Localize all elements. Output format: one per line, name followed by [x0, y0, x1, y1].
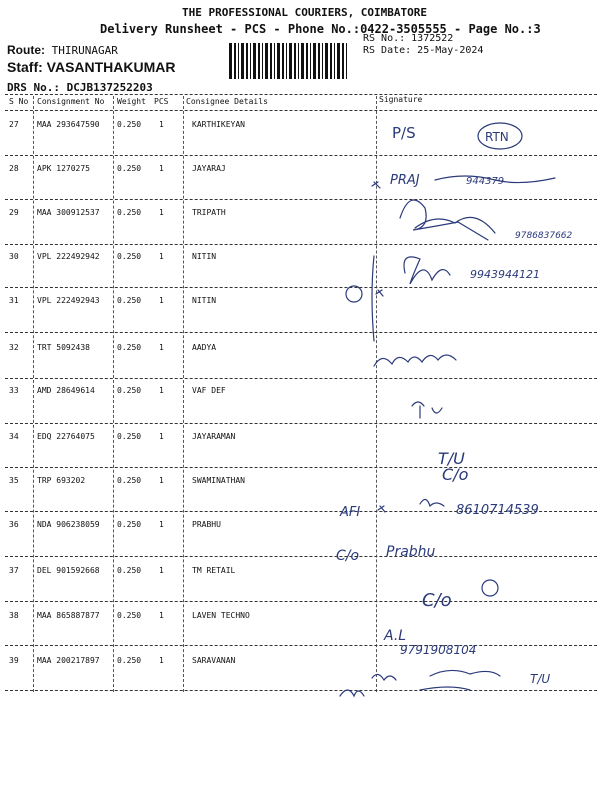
col-header-signature: Signature	[379, 95, 423, 104]
row-consignment: TRT 5092438	[37, 343, 90, 352]
row-consignee: KARTHIKEYAN	[192, 120, 245, 129]
row-consignee: JAYARAJ	[192, 164, 226, 173]
row-consignment: DEL 901592668	[37, 566, 100, 575]
row-pcs: 1	[159, 476, 164, 485]
header-bottom-rule	[5, 110, 597, 111]
col-header-sno: S No	[9, 97, 29, 106]
barcode	[229, 43, 351, 79]
sig-row36-prefix: AFI	[340, 505, 361, 520]
row-consignment: MAA 300912537	[37, 208, 100, 217]
row-consignee: JAYARAMAN	[192, 432, 236, 441]
row-sno: 31	[9, 296, 19, 305]
row-consignment: TRP 693202	[37, 476, 86, 485]
row-consignment: MAA 865887877	[37, 611, 100, 620]
drs-number: DRS No.: DCJB137252203	[7, 81, 153, 94]
row-weight: 0.250	[117, 520, 142, 529]
row-pcs: 1	[159, 611, 164, 620]
sig-row33-tu	[412, 402, 442, 418]
row-weight: 0.250	[117, 252, 142, 261]
rs-date: RS Date: 25-May-2024	[363, 45, 484, 56]
row-weight: 0.250	[117, 343, 142, 352]
sig-row30-scribble	[404, 257, 450, 284]
row-pcs: 1	[159, 656, 164, 665]
row-sno: 28	[9, 164, 19, 173]
sig-row38-al: A.L	[384, 628, 407, 644]
row-consignment: AMD 28649614	[37, 386, 95, 395]
row-pcs: 1	[159, 208, 164, 217]
row-consignment: VPL 222492943	[37, 296, 100, 305]
row-consignee: TM RETAIL	[192, 566, 236, 575]
row-weight: 0.250	[117, 386, 142, 395]
row-weight: 0.250	[117, 566, 142, 575]
row-weight: 0.250	[117, 432, 142, 441]
sig-row37-name: Prabhu	[386, 544, 436, 560]
sig-row27-ps: P/S	[392, 124, 416, 142]
col-header-consignment: Consignment No	[37, 97, 105, 106]
sig-row28-mark	[372, 182, 380, 188]
row-consignment: MAA 200217897	[37, 656, 100, 665]
row-consignment: VPL 222492942	[37, 252, 100, 261]
sig-bracket	[372, 256, 374, 341]
sig-row28-phone: 944379	[466, 176, 505, 187]
row-consignee: NITIN	[192, 252, 217, 261]
sig-row27-rtn: RTN	[485, 130, 509, 144]
staff-name: Staff: VASANTHAKUMAR	[7, 59, 176, 75]
sig-row30-mark	[376, 290, 383, 296]
row-weight: 0.250	[117, 120, 142, 129]
row-weight: 0.250	[117, 476, 142, 485]
row-consignment: EDQ 22764075	[37, 432, 95, 441]
sig-row39-tu: T/U	[530, 672, 551, 686]
signature-overlay	[336, 118, 598, 718]
sig-row28-name: PRAJ	[390, 173, 420, 188]
sig-row30-phone: 9943944121	[470, 268, 540, 281]
row-consignee: AADYA	[192, 343, 217, 352]
row-sno: 36	[9, 520, 19, 529]
sig-row29-scribble	[400, 200, 495, 240]
row-pcs: 1	[159, 296, 164, 305]
row-consignee: LAVEN TECHNO	[192, 611, 250, 620]
sig-row38-circle	[482, 580, 498, 596]
row-sno: 32	[9, 343, 19, 352]
col-header-consignee: Consignee Details	[186, 97, 268, 106]
row-consignee: SWAMINATHAN	[192, 476, 245, 485]
row-pcs: 1	[159, 343, 164, 352]
row-pcs: 1	[159, 164, 164, 173]
row-consignment: NDA 906238059	[37, 520, 100, 529]
route-value: THIRUNAGAR	[51, 44, 118, 57]
row-pcs: 1	[159, 432, 164, 441]
row-sno: 34	[9, 432, 19, 441]
rs-number: RS No.: 1372522	[363, 33, 454, 44]
row-pcs: 1	[159, 566, 164, 575]
row-consignee: VAF DEF	[192, 386, 226, 395]
sig-row34-tu: T/U	[438, 449, 465, 468]
sig-row37-prefix: C/o	[336, 548, 360, 564]
row-pcs: 1	[159, 120, 164, 129]
row-sno: 27	[9, 120, 19, 129]
row-sno: 38	[9, 611, 19, 620]
runsheet-title: Delivery Runsheet - PCS - Phone No.:0422-3505555 - Page No.:3	[100, 22, 541, 36]
row-weight: 0.250	[117, 611, 142, 620]
row-consignment: APK 1270275	[37, 164, 90, 173]
row-consignee: NITIN	[192, 296, 217, 305]
row-pcs: 1	[159, 386, 164, 395]
col-header-pcs: PCS	[154, 97, 169, 106]
row-consignment: MAA 293647590	[37, 120, 100, 129]
company-title: THE PROFESSIONAL COURIERS, COIMBATORE	[182, 6, 428, 19]
row-consignee: SARAVANAN	[192, 656, 236, 665]
sig-row35-co: C/o	[442, 465, 469, 484]
sig-row36-phone: 8610714539	[456, 503, 539, 518]
route-line	[7, 43, 118, 57]
row-weight: 0.250	[117, 656, 142, 665]
route-label: Route:	[7, 43, 45, 57]
row-sno: 39	[9, 656, 19, 665]
row-sno: 33	[9, 386, 19, 395]
row-sno: 37	[9, 566, 19, 575]
row-weight: 0.250	[117, 208, 142, 217]
sig-row32-tamil	[374, 355, 456, 366]
row-pcs: 1	[159, 252, 164, 261]
sig-row29-phone: 9786837662	[515, 231, 573, 241]
sig-row38-co: C/o	[422, 590, 452, 611]
row-sno: 35	[9, 476, 19, 485]
row-sno: 29	[9, 208, 19, 217]
row-weight: 0.250	[117, 164, 142, 173]
row-weight: 0.250	[117, 296, 142, 305]
sig-row39-scribble	[340, 670, 500, 696]
row-consignee: PRABHU	[192, 520, 221, 529]
row-sno: 30	[9, 252, 19, 261]
row-pcs: 1	[159, 520, 164, 529]
row-consignee: TRIPATH	[192, 208, 226, 217]
sig-row36-scribble	[378, 499, 444, 512]
sig-row38-phone: 9791908104	[400, 643, 477, 657]
col-header-weight: Weight	[117, 97, 146, 106]
header-top-rule	[5, 94, 597, 95]
